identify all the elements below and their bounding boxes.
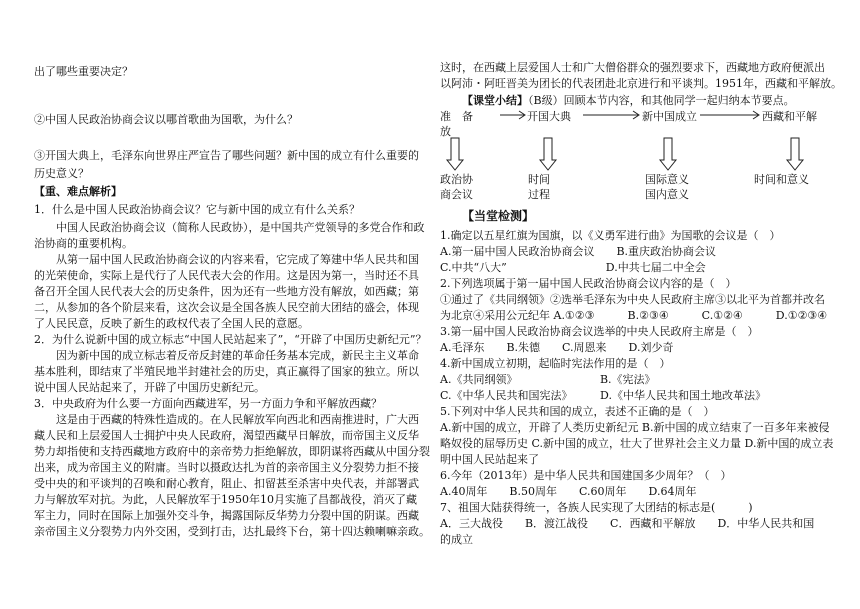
quiz-line: 2.下列选项属于第一届中国人民政治协商会议内容的是（ ）: [440, 277, 737, 290]
flow-bottom-cppcc-2: 商会议: [440, 188, 473, 201]
quiz-line: A.毛泽东 B.朱德 C.周恩来 D.刘少奇: [440, 341, 674, 354]
flow-label-ceremony: 开国大典: [527, 110, 571, 123]
summary-heading: 【课堂小结】: [462, 94, 528, 107]
paragraph-line: 受中央的和平谈判的召唤和耐心教育，阻止、扣留甚至杀害中央代表，并部署武: [34, 477, 419, 490]
quiz-line: 3.第一届中国人民政治协商会议选举的中央人民政府主席是（ ）: [440, 325, 759, 338]
subheading: 3．中央政府为什么要一方面向西藏进军，另一方面力争和平解放西藏？: [34, 397, 382, 410]
question-text: ②中国人民政治协商会议以哪首歌曲为国歌，为什么？: [34, 113, 298, 126]
quiz-line: 1.确定以五星红旗为国旗，以《义勇军进行曲》为国歌的会议是（ ）: [440, 229, 781, 242]
flow-label-founding: 新中国成立: [642, 110, 697, 123]
quiz-line: A．三大战役 B．渡江战役 C．西藏和平解放 D．中华人民共和国: [440, 517, 815, 530]
quiz-line: 略奴役的屈辱历史 C.新中国的成立，壮大了世界社会主义力量 D.新中国的成立表: [440, 437, 834, 450]
question-text: 出了哪些重要决定？: [34, 65, 133, 78]
paragraph-line: 这是由于西藏的特殊性造成的。在人民解放军向西北和西南推进时，广大西: [56, 413, 419, 426]
paragraph-line: 的光荣使命，实际上是代行了人民代表大会的作用。这是因为第一，当时还不具: [34, 269, 419, 282]
paragraph-line: 亲帝国主义分裂势力内外交困，受到打击，达扎最终下台，第十四达赖喇嘛亲政。: [34, 525, 430, 538]
quiz-line: A.《共同纲领》 B.《宪法》: [440, 373, 656, 386]
flow-bottom-intl: 国际意义: [645, 173, 689, 186]
paragraph-line: 备召开全国人民代表大会的历史条件，因为还有一些地方没有解放，如西藏；第: [34, 285, 419, 298]
flow-bottom-time: 时间: [528, 173, 550, 186]
paragraph-line: 说中国人民站起来了，开辟了中国历史新纪元。: [34, 381, 265, 394]
paragraph-line: 军主力，同时在国际上加强外交斗争，揭露国际反华势力分裂中国的阴谋。西藏: [34, 509, 419, 522]
quiz-line: 7、祖国大陆获得统一，各族人民实现了大团结的标志是( ): [440, 501, 753, 514]
paragraph-line: 基本胜利，即结束了半殖民地半封建社会的历史，真正赢得了国家的独立。所以: [34, 365, 419, 378]
paragraph-line: 了人民民意，反映了新生的政权代表了全国人民的意愿。: [34, 317, 309, 330]
flow-label-prep: 准 备: [440, 110, 473, 123]
flow-label-prep-wrap: 放: [440, 125, 451, 138]
down-arrow: [660, 138, 676, 170]
test-heading: 【当堂检测】: [462, 209, 535, 223]
quiz-line: C.中共“八大” D.中共七届二中全会: [440, 261, 706, 274]
paragraph-line: 因为新中国的成立标志着反帝反封建的革命任务基本完成，新民主主义革命: [56, 349, 419, 362]
quiz-line: ①通过了《共同纲领》②选举毛泽东为中央人民政府主席③以北平为首都并改名: [440, 293, 825, 306]
quiz-line: A.40周年 B.50周年 C.60周年 D.64周年: [440, 485, 697, 498]
question-text: 历史意义？: [34, 167, 89, 180]
quiz-line: A.第一届中国人民政治协商会议 B.重庆政治协商会议: [440, 245, 717, 258]
quiz-line: 的成立: [440, 533, 473, 546]
flow-bottom-process: 过程: [528, 188, 550, 201]
paragraph-line: 治协商的重要机构。: [34, 237, 133, 250]
question-text: ③开国大典上，毛泽东向世界庄严宣告了哪些问题？新中国的成立有什么重要的: [34, 149, 419, 162]
paragraph-line: 这时，在西藏上层爱国人士和广大僧俗群众的强烈要求下，西藏地方政府便派出: [440, 61, 825, 74]
quiz-line: 为北京④采用公元纪年 A.①②③ B.②③④ C.①②④ D.①②③④: [440, 309, 828, 322]
quiz-line: 4.新中国成立初期，起临时宪法作用的是（ ）: [440, 357, 671, 370]
flow-bottom-domestic: 国内意义: [645, 188, 689, 201]
paragraph-line: 中国人民政治协商会议（简称人民政协），是中国共产党领导的多党合作和政: [56, 221, 425, 234]
quiz-line: A.新中国的成立，开辟了人类历史新纪元 B.新中国的成立结束了一百多年来被侵: [440, 421, 830, 434]
down-arrow: [540, 138, 556, 170]
paragraph-line: 藏人民和上层爱国人士拥护中央人民政府，渴望西藏早日解放，而帝国主义反华: [34, 429, 419, 442]
section-heading: 【重、难点解析】: [34, 185, 122, 198]
quiz-line: 6.今年（2013年）是中华人民共和国建国多少周年？（ ）: [440, 469, 732, 482]
quiz-line: C.《中华人民共和国宪法》 D.《中华人民共和国土地改革法》: [440, 389, 766, 402]
subheading: 2．为什么说新中国的成立标志“中国人民站起来了”，“开辟了中国历史新纪元”？: [34, 333, 427, 346]
paragraph-line: 力与解放军对抗。为此，人民解放军于1950年10月实施了昌都战役，消灭了藏: [34, 493, 417, 506]
paragraph-line: 出来，成为帝国主义的附庸。当时以摄政达扎为首的亲帝国主义分裂势力拒不接: [34, 461, 419, 474]
quiz-line: 明中国人民站起来了: [440, 453, 539, 466]
summary-instruction: 回顾本节内容，和其他同学一起归纳本节要点。: [563, 94, 795, 107]
paragraph-line: 二，从参加的各个阶层来看，这次会议是全国各族人民空前大团结的盛会，体现: [34, 301, 419, 314]
quiz-line: 5.下列对中华人民共和国的成立，表述不正确的是（ ）: [440, 405, 715, 418]
summary-level: （B级）: [528, 94, 564, 107]
paragraph-line: 以阿沛・阿旺晋美为团长的代表团赴北京进行和平谈判。1951年，西藏和平解放。: [440, 77, 842, 90]
flow-bottom-cppcc-1: 政治协: [440, 173, 473, 186]
subheading: 1．什么是中国人民政治协商会议？它与新中国的成立有什么关系？: [34, 203, 360, 216]
down-arrow: [447, 138, 463, 170]
paragraph-line: 势力却指使和支持西藏地方政府中的亲帝势力拒绝解放，即阴谋将西藏从中国分裂: [34, 445, 430, 458]
down-arrow: [787, 138, 803, 170]
flow-bottom-tibet: 时间和意义: [754, 173, 809, 186]
paragraph-line: 从第一届中国人民政治协商会议的内容来看，它完成了筹建中华人民共和国: [56, 253, 419, 266]
flow-label-tibet: 西藏和平解: [762, 110, 817, 123]
